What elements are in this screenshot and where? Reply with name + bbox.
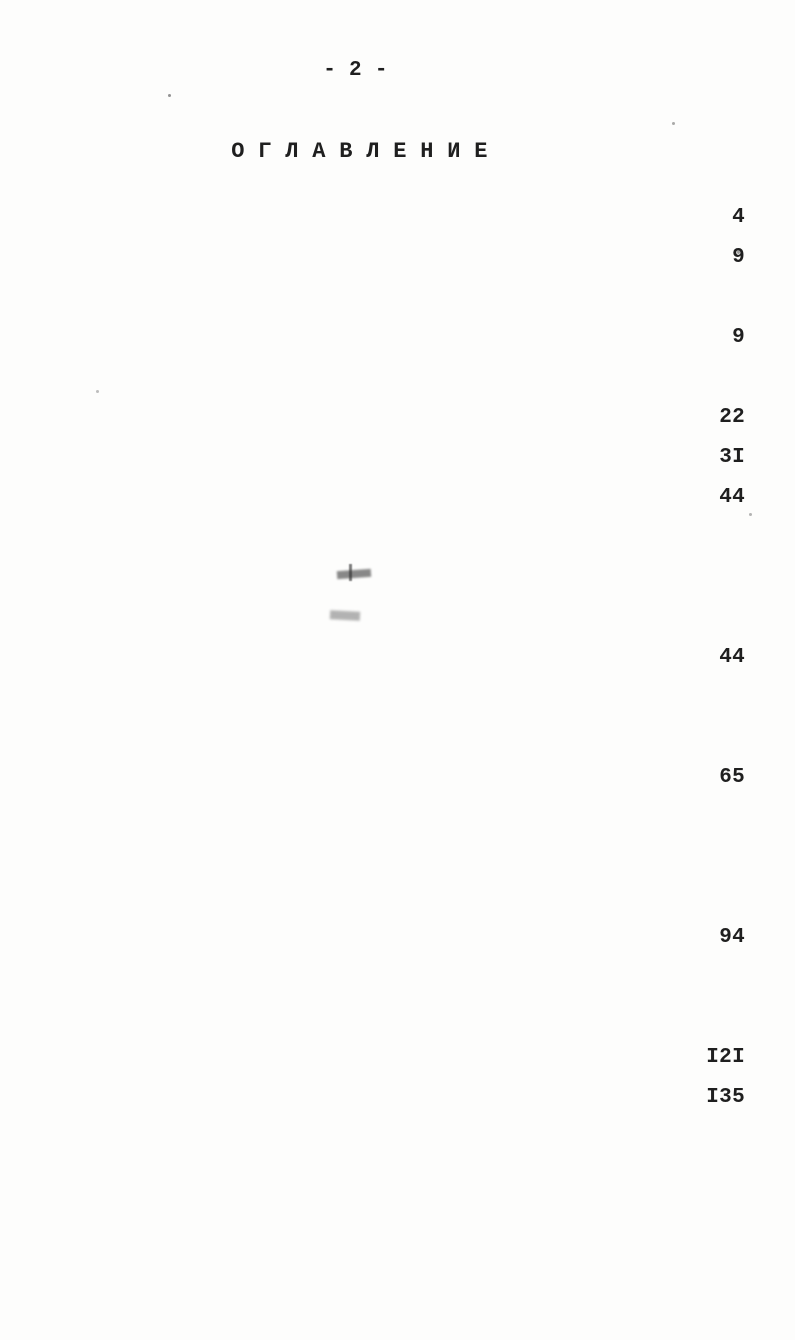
toc-row xyxy=(0,718,795,758)
toc-row xyxy=(0,558,795,598)
page-ref: 3I xyxy=(710,438,745,478)
toc-row xyxy=(0,238,795,278)
toc-row xyxy=(0,278,795,318)
page-ref: 22 xyxy=(710,398,745,438)
toc-row xyxy=(0,598,795,638)
page-ref: 44 xyxy=(710,478,745,518)
toc-row xyxy=(0,198,795,238)
toc-row xyxy=(0,758,795,798)
scan-artifact xyxy=(168,94,171,97)
table-of-contents xyxy=(0,198,795,1198)
toc-row xyxy=(0,878,795,918)
page-ref: 9 xyxy=(723,238,745,278)
toc-row xyxy=(0,678,795,718)
page-ref: I35 xyxy=(697,1078,745,1118)
toc-row xyxy=(0,438,795,478)
toc-row xyxy=(0,638,795,678)
toc-row xyxy=(0,478,795,518)
toc-row xyxy=(0,358,795,398)
page-ref: I2I xyxy=(697,1038,745,1078)
toc-row xyxy=(0,1158,795,1198)
toc-row xyxy=(0,838,795,878)
sheet-number: - 2 - xyxy=(323,59,388,82)
toc-row xyxy=(0,918,795,958)
page-ref: 44 xyxy=(710,638,745,678)
toc-row xyxy=(0,1038,795,1078)
page-title: О Г Л А В Л Е Н И Е xyxy=(231,139,488,164)
scan-artifact xyxy=(672,122,675,125)
page-ref: 94 xyxy=(710,918,745,958)
toc-row xyxy=(0,1078,795,1118)
toc-row xyxy=(0,958,795,998)
toc-row xyxy=(0,318,795,358)
page-ref: 9 xyxy=(723,318,745,358)
page-ref: 4 xyxy=(723,198,745,238)
toc-row xyxy=(0,398,795,438)
page-ref: 65 xyxy=(710,758,745,798)
scanned-page xyxy=(0,58,795,1340)
toc-row xyxy=(0,518,795,558)
toc-row xyxy=(0,998,795,1038)
toc-row xyxy=(0,1118,795,1158)
toc-row xyxy=(0,798,795,838)
